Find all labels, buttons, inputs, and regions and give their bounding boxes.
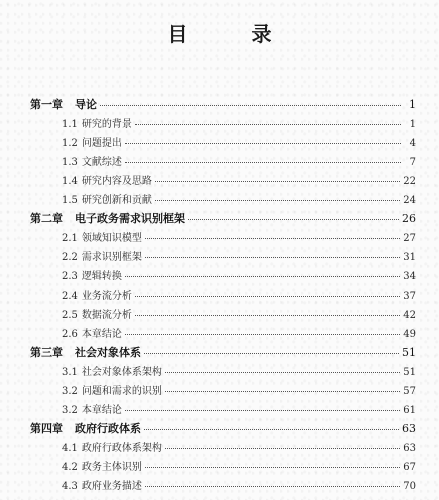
toc-section-entry — [62, 439, 416, 454]
toc-entry-page: 63 — [402, 421, 416, 435]
toc-entry-page: 26 — [402, 212, 416, 226]
toc-leader-dots — [165, 448, 400, 449]
toc-entry-title: 数据流分析 — [81, 309, 132, 321]
toc-entry-page: 42 — [403, 309, 416, 321]
toc-section-entry — [62, 267, 416, 282]
toc-leader-dots — [125, 334, 400, 335]
toc-entry-title: 导论 — [75, 98, 97, 111]
toc-section-entry — [62, 458, 416, 473]
toc-leader-dots — [135, 296, 400, 297]
toc-leader-dots — [100, 105, 401, 106]
toc-entry-title: 政府行政体系架构 — [81, 442, 162, 454]
toc-entry-title: 政务主体识别 — [81, 461, 142, 473]
toc-entry-number: 3.2 — [62, 385, 78, 397]
toc-entry-number: 3.1 — [62, 366, 78, 378]
toc-entry-title: 政府业务描述 — [81, 481, 142, 492]
toc-entry-title: 研究的背景 — [81, 119, 132, 131]
toc-entry-page: 61 — [403, 404, 416, 416]
toc-entry-page: 24 — [403, 195, 416, 207]
toc-entry-number: 2.5 — [62, 309, 78, 321]
toc-entry-page: 70 — [403, 481, 416, 492]
toc-entry-title: 政府行政体系 — [75, 421, 141, 435]
toc-entry-number: 2.1 — [62, 233, 78, 245]
toc-entry-number: 第四章 — [30, 421, 63, 435]
toc-entry-page: 27 — [403, 233, 416, 245]
toc-entry-number: 1.1 — [62, 119, 78, 131]
toc-entry-page: 51 — [402, 345, 416, 359]
toc-leader-dots — [125, 276, 400, 277]
toc-entry-title: 社会对象体系架构 — [81, 366, 162, 378]
toc-section-entry — [62, 134, 416, 149]
toc-entry-page: 49 — [403, 328, 416, 340]
toc-section-entry — [62, 115, 416, 130]
toc-entry-number: 第三章 — [30, 345, 63, 359]
toc-leader-dots — [145, 467, 400, 468]
toc-entry-number: 第二章 — [30, 212, 63, 226]
toc-entry-title: 问题和需求的识别 — [81, 385, 162, 397]
toc-entry-page: 22 — [403, 176, 416, 188]
toc-entry-page: 1 — [409, 98, 416, 111]
toc-section-entry — [62, 172, 416, 187]
toc-entry-number: 1.4 — [62, 176, 78, 188]
toc-section-entry — [62, 287, 416, 302]
toc-chapter-entry — [30, 344, 416, 360]
toc-section-entry — [62, 191, 416, 206]
toc-entry-page: 1 — [409, 119, 416, 131]
toc-leader-dots — [165, 391, 400, 392]
toc-section-entry — [62, 153, 416, 168]
toc-leader-dots — [145, 257, 400, 258]
toc-leader-dots — [144, 429, 399, 430]
toc-section-entry — [62, 229, 416, 244]
toc-entry-page: 37 — [403, 290, 416, 302]
toc-leader-dots — [155, 181, 400, 182]
toc-leader-dots — [125, 143, 401, 144]
toc-leader-dots — [165, 372, 400, 373]
toc-leader-dots — [144, 353, 399, 354]
toc-entry-page: 63 — [403, 442, 416, 454]
toc-entry-title: 社会对象体系 — [75, 345, 141, 359]
toc-entry-title: 本章结论 — [81, 328, 122, 340]
toc-section-entry — [62, 325, 416, 340]
toc-leader-dots — [135, 315, 400, 316]
toc-entry-number: 4.2 — [62, 461, 78, 473]
toc-entry-title: 文献综述 — [81, 157, 122, 169]
toc-entry-number: 第一章 — [30, 98, 63, 111]
toc-entry-number: 4.1 — [62, 442, 78, 454]
toc-entry-page: 51 — [403, 366, 416, 378]
toc-leader-dots — [145, 238, 400, 239]
page-title: 目 录 — [167, 22, 294, 46]
toc-leader-dots — [155, 200, 400, 201]
toc-section-entry — [62, 382, 416, 397]
toc-section-entry — [62, 363, 416, 378]
toc-entry-number: 2.4 — [62, 290, 78, 302]
toc-entry-title: 需求识别框架 — [81, 252, 142, 264]
toc-entry-title: 本章结论 — [81, 404, 122, 416]
toc-section-entry — [62, 306, 416, 321]
toc-entry-title: 研究创新和贡献 — [81, 195, 152, 207]
toc-section-entry — [62, 248, 416, 263]
toc-chapter-entry — [30, 96, 416, 112]
toc-entry-title: 逻辑转换 — [81, 271, 122, 283]
toc-entry-number: 1.5 — [62, 195, 78, 207]
toc-entry-title: 问题提出 — [81, 138, 122, 150]
toc-chapter-entry — [30, 210, 416, 226]
toc-entry-page: 4 — [409, 138, 416, 150]
toc-entry-page: 34 — [403, 271, 416, 283]
toc-section-entry — [62, 401, 416, 416]
toc-entry-number: 2.2 — [62, 252, 78, 264]
toc-leader-dots — [125, 410, 400, 411]
toc-entry-title: 业务流分析 — [81, 290, 132, 302]
toc-entry-number: 1.3 — [62, 157, 78, 169]
toc-entry-page: 7 — [409, 157, 416, 169]
toc-entry-page: 31 — [403, 252, 416, 264]
toc-entry-title: 电子政务需求识别框架 — [75, 212, 185, 226]
toc-entry-page: 57 — [403, 385, 416, 397]
toc-leader-dots — [125, 162, 401, 163]
toc-section-entry — [62, 477, 416, 492]
toc-entry-number: 1.2 — [62, 138, 78, 150]
toc-leader-dots — [135, 124, 401, 125]
toc-entry-number: 4.3 — [62, 481, 78, 492]
toc-chapter-entry — [30, 420, 416, 436]
toc-entry-title: 领域知识模型 — [81, 233, 142, 245]
toc-entry-page: 67 — [403, 461, 416, 473]
toc-entry-number: 2.6 — [62, 328, 78, 340]
toc-entry-number: 3.2 — [62, 404, 78, 416]
toc-leader-dots — [188, 219, 399, 220]
toc-entry-title: 研究内容及思路 — [81, 176, 152, 188]
toc-entry-number: 2.3 — [62, 271, 78, 283]
toc-leader-dots — [145, 486, 400, 487]
